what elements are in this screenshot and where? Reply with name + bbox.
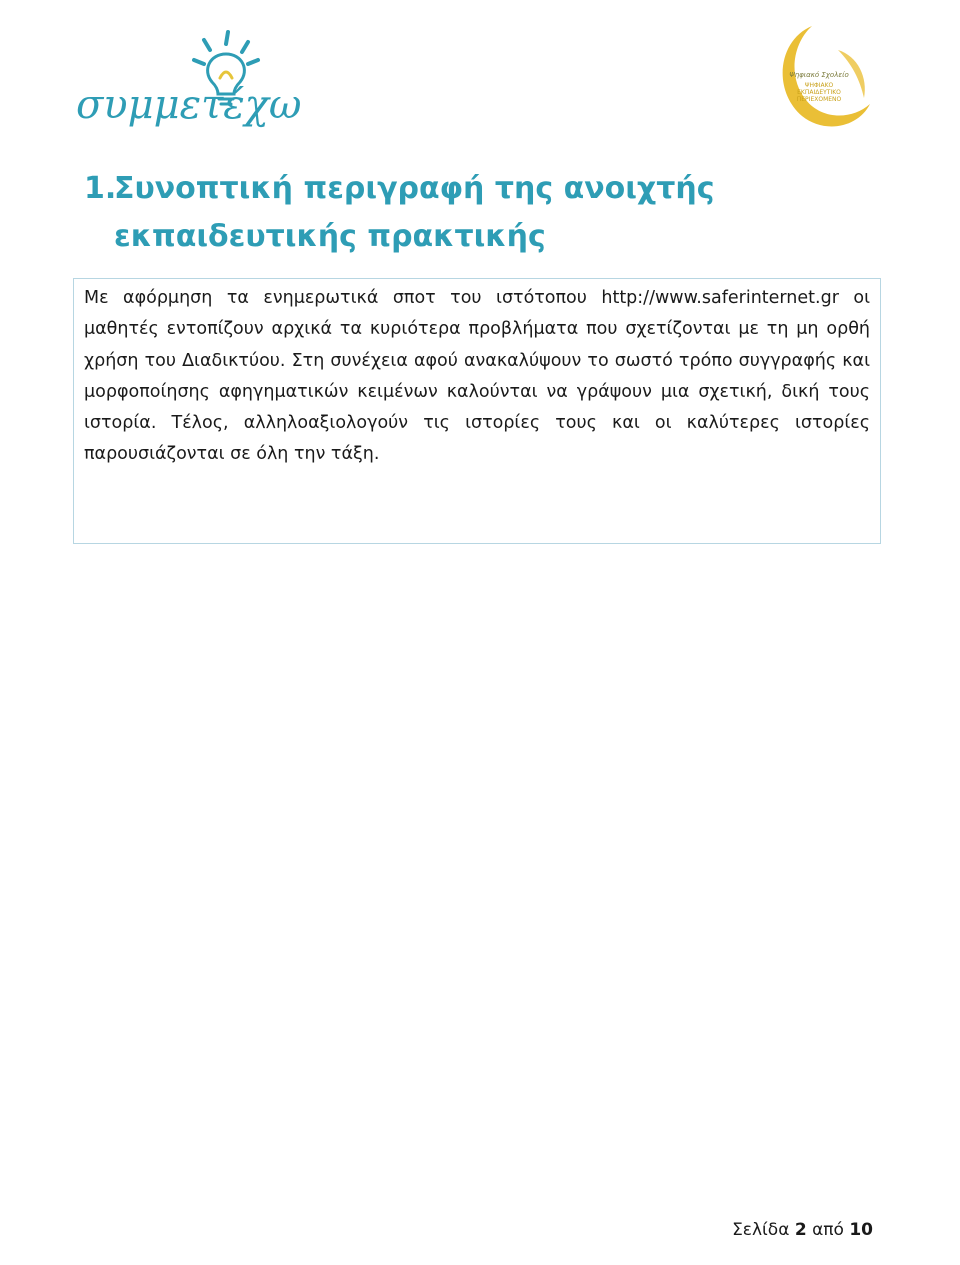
- logo-sub-line: ΕΚΠΑΙΔΕΥΤΙΚΟ: [797, 89, 841, 96]
- section-title-line2: εκπαιδευτικής πρακτικής: [114, 219, 546, 254]
- of-label: από: [812, 1220, 844, 1240]
- logo-brand-text: Ψηφιακό Σχολείο: [789, 71, 849, 79]
- page-current: 2: [794, 1220, 807, 1240]
- symmetexo-logo-text: συμμετέχω: [76, 82, 302, 128]
- logo-sub-line: ΠΕΡΙΕΧΟΜΕΝΟ: [796, 96, 842, 103]
- description-paragraph: Με αφόρμηση τα ενημερωτικά σποτ του ιστότοπου http://www.saferinternet.gr οι μαθητές εντοπίζουν αρχικά τα κυριότερα προβλήματα που σχετίζονται με τη μη ορθή χρήση του Διαδικτύου. Στη συνέχεια αφού ανακαλύψουν το σωστό τρόπο συγγραφής και μορφοποίησης αφηγηματικών κειμένων καλούνται να γράψουν μια σχετική, δική τους ιστορία. Τέλος, αλληλοαξιολογούν τις ιστορίες τους και οι καλύτερες ιστορίες παρουσιάζονται σε όλη την τάξη.: [84, 288, 870, 465]
- section-title-line1: Συνοπτική περιγραφή της ανοιχτής: [114, 171, 715, 206]
- symmetexo-logo: [76, 26, 302, 138]
- description-box: [73, 278, 881, 544]
- logo-sub-line: ΨΗΦΙΑΚΟ: [804, 82, 834, 89]
- page-label: Σελίδα: [732, 1220, 790, 1240]
- page-total: 10: [849, 1220, 873, 1240]
- section-number: 1.: [84, 171, 117, 206]
- section-heading: [84, 165, 884, 261]
- page-footer: [732, 1220, 873, 1240]
- psifiako-sxoleio-label: [786, 72, 852, 103]
